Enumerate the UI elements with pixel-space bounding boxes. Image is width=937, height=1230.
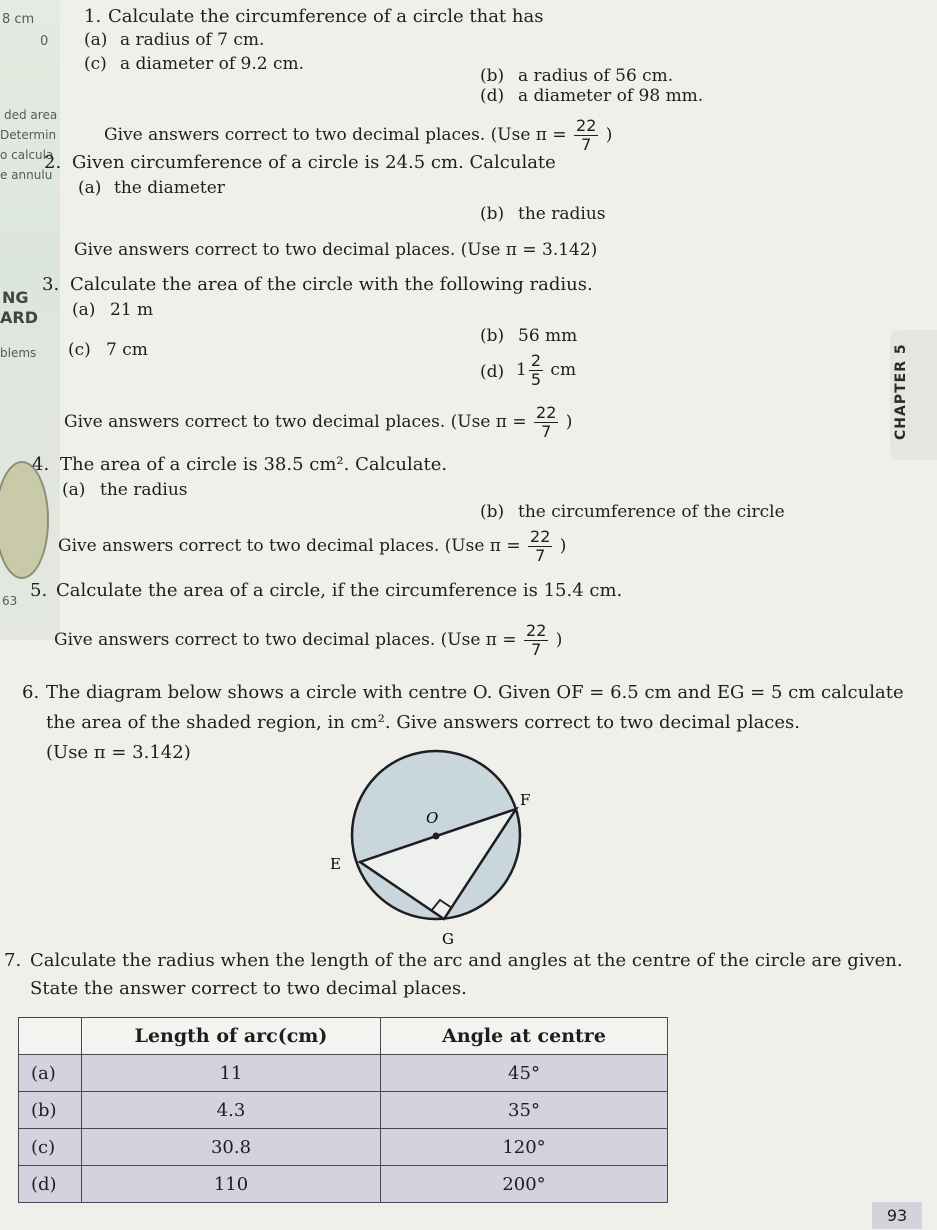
q3d-num: 2 bbox=[530, 351, 542, 370]
table-header-row bbox=[19, 1018, 668, 1055]
circle-diagram bbox=[320, 745, 540, 950]
q4a-label: (a) bbox=[62, 480, 86, 500]
q5-note bbox=[54, 622, 562, 659]
q4-pi-fraction bbox=[528, 528, 552, 565]
label-f: F bbox=[520, 791, 531, 809]
table-cell-arc: 11 bbox=[82, 1055, 381, 1092]
q4-note-text: Give answers correct to two decimal places. (Use π = bbox=[58, 536, 521, 556]
q2a-text: the diameter bbox=[114, 178, 225, 198]
margin-text-1: 8 cm bbox=[2, 12, 35, 27]
margin-text-2: 0 bbox=[40, 34, 49, 49]
q3-note-text: Give answers correct to two decimal places. (Use π = bbox=[64, 412, 527, 432]
table-row bbox=[19, 1092, 668, 1129]
q1a-label: (a) bbox=[84, 30, 108, 50]
q3-pi-num: 22 bbox=[536, 403, 557, 422]
label-o: O bbox=[426, 809, 439, 827]
q1-note bbox=[104, 117, 612, 154]
table-cell-angle: 120° bbox=[381, 1129, 668, 1166]
margin-text-6: e annulu bbox=[0, 168, 53, 182]
q2b-label: (b) bbox=[480, 204, 505, 224]
table-row bbox=[19, 1055, 668, 1092]
q5-note-close: ) bbox=[555, 630, 563, 650]
label-e: E bbox=[330, 855, 341, 873]
q4-number: 4. bbox=[32, 454, 50, 475]
margin-text-3: ded area bbox=[4, 108, 58, 122]
q4-pi-den: 7 bbox=[535, 546, 546, 565]
table-row-label: (b) bbox=[19, 1092, 82, 1129]
q3d-unit: cm bbox=[550, 360, 577, 380]
q5-text: Calculate the area of a circle, if the circumference is 15.4 cm. bbox=[56, 580, 623, 601]
q1d-label: (d) bbox=[480, 86, 505, 106]
q3a-label: (a) bbox=[72, 300, 96, 320]
q5-pi-num: 22 bbox=[526, 621, 547, 640]
q1-pi-num: 22 bbox=[576, 116, 597, 135]
q6-line2: the area of the shaded region, in cm². Give answers correct to two decimal places. bbox=[46, 712, 800, 733]
table-cell-arc: 110 bbox=[82, 1166, 381, 1203]
q1b-text: a radius of 56 cm. bbox=[518, 66, 674, 86]
table-row-label: (a) bbox=[19, 1055, 82, 1092]
q7-line2: State the answer correct to two decimal places. bbox=[30, 978, 467, 999]
q3-note-close: ) bbox=[565, 412, 573, 432]
q3d-den: 5 bbox=[530, 370, 542, 389]
q1-pi-den: 7 bbox=[581, 135, 592, 154]
margin-text-8: ARD bbox=[0, 308, 38, 327]
table-header-angle: Angle at centre bbox=[381, 1018, 668, 1055]
q3-pi-den: 7 bbox=[541, 422, 552, 441]
q2-text: Given circumference of a circle is 24.5 cm. Calculate bbox=[72, 152, 556, 173]
q1-pi-fraction bbox=[574, 117, 598, 154]
table-header-blank bbox=[19, 1018, 82, 1055]
q3d-whole: 1 bbox=[516, 360, 527, 380]
q1-note-text: Give answers correct to two decimal places. (Use π = bbox=[104, 125, 567, 145]
q2b-text: the radius bbox=[518, 204, 606, 224]
q6-line1: The diagram below shows a circle with centre O. Given OF = 6.5 cm and EG = 5 cm calculate bbox=[46, 682, 904, 703]
q6-line3: (Use π = 3.142) bbox=[46, 742, 191, 763]
q4a-text: the radius bbox=[100, 480, 188, 500]
q1-number: 1. bbox=[84, 6, 102, 27]
q3-pi-fraction bbox=[534, 404, 558, 441]
q3b-label: (b) bbox=[480, 326, 505, 346]
q4b-label: (b) bbox=[480, 502, 505, 522]
q3-number: 3. bbox=[42, 274, 60, 295]
q1b-label: (b) bbox=[480, 66, 505, 86]
q3c-text: 7 cm bbox=[106, 340, 148, 360]
q4-note bbox=[58, 528, 566, 565]
q5-pi-den: 7 bbox=[531, 640, 542, 659]
q6-number: 6. bbox=[22, 682, 40, 703]
q7-number: 7. bbox=[4, 950, 22, 971]
q1c-text: a diameter of 9.2 cm. bbox=[120, 54, 305, 74]
label-g: G bbox=[442, 930, 454, 948]
table-cell-angle: 35° bbox=[381, 1092, 668, 1129]
q4-note-close: ) bbox=[559, 536, 567, 556]
margin-text-4: Determin bbox=[0, 128, 57, 142]
q4b-text: the circumference of the circle bbox=[518, 502, 785, 522]
margin-text-9: blems bbox=[0, 346, 37, 360]
q1-note-close: ) bbox=[605, 125, 613, 145]
q5-number: 5. bbox=[30, 580, 48, 601]
q1-text: Calculate the circumference of a circle that has bbox=[108, 6, 544, 27]
margin-text-5: o calcula bbox=[0, 148, 54, 162]
q4-text: The area of a circle is 38.5 cm². Calculate. bbox=[60, 454, 448, 475]
table-row-label: (c) bbox=[19, 1129, 82, 1166]
table-cell-arc: 4.3 bbox=[82, 1092, 381, 1129]
table-header-arc: Length of arc(cm) bbox=[82, 1018, 381, 1055]
margin-oval-decoration bbox=[0, 440, 60, 600]
q3d-fraction bbox=[529, 352, 543, 389]
q3d-mixed-number bbox=[516, 352, 576, 389]
q5-pi-fraction bbox=[524, 622, 548, 659]
q3-note bbox=[64, 404, 572, 441]
margin-text-10: 63 bbox=[2, 594, 18, 608]
q1d-text: a diameter of 98 mm. bbox=[518, 86, 704, 106]
q2-note: Give answers correct to two decimal places. (Use π = 3.142) bbox=[74, 240, 598, 260]
table-cell-angle: 45° bbox=[381, 1055, 668, 1092]
q3d-label: (d) bbox=[480, 362, 505, 382]
q4-pi-num: 22 bbox=[530, 527, 551, 546]
table-row-label: (d) bbox=[19, 1166, 82, 1203]
q3a-text: 21 m bbox=[110, 300, 154, 320]
table-row bbox=[19, 1166, 668, 1203]
table-row bbox=[19, 1129, 668, 1166]
q1c-label: (c) bbox=[84, 54, 107, 74]
q5-note-text: Give answers correct to two decimal places. (Use π = bbox=[54, 630, 517, 650]
q1a-text: a radius of 7 cm. bbox=[120, 30, 265, 50]
table-cell-angle: 200° bbox=[381, 1166, 668, 1203]
centre-point bbox=[433, 833, 440, 840]
q3-text: Calculate the area of the circle with the following radius. bbox=[70, 274, 593, 295]
q3b-text: 56 mm bbox=[518, 326, 578, 346]
chapter-tab-label: CHAPTER 5 bbox=[893, 343, 909, 440]
q2a-label: (a) bbox=[78, 178, 102, 198]
table-cell-arc: 30.8 bbox=[82, 1129, 381, 1166]
arc-angle-table bbox=[18, 1017, 668, 1203]
page-number: 93 bbox=[872, 1202, 922, 1229]
margin-text-7: NG bbox=[2, 288, 29, 307]
q3c-label: (c) bbox=[68, 340, 91, 360]
q7-line1: Calculate the radius when the length of the arc and angles at the centre of the circle are given. bbox=[30, 950, 903, 971]
q2-number: 2. bbox=[44, 152, 62, 173]
